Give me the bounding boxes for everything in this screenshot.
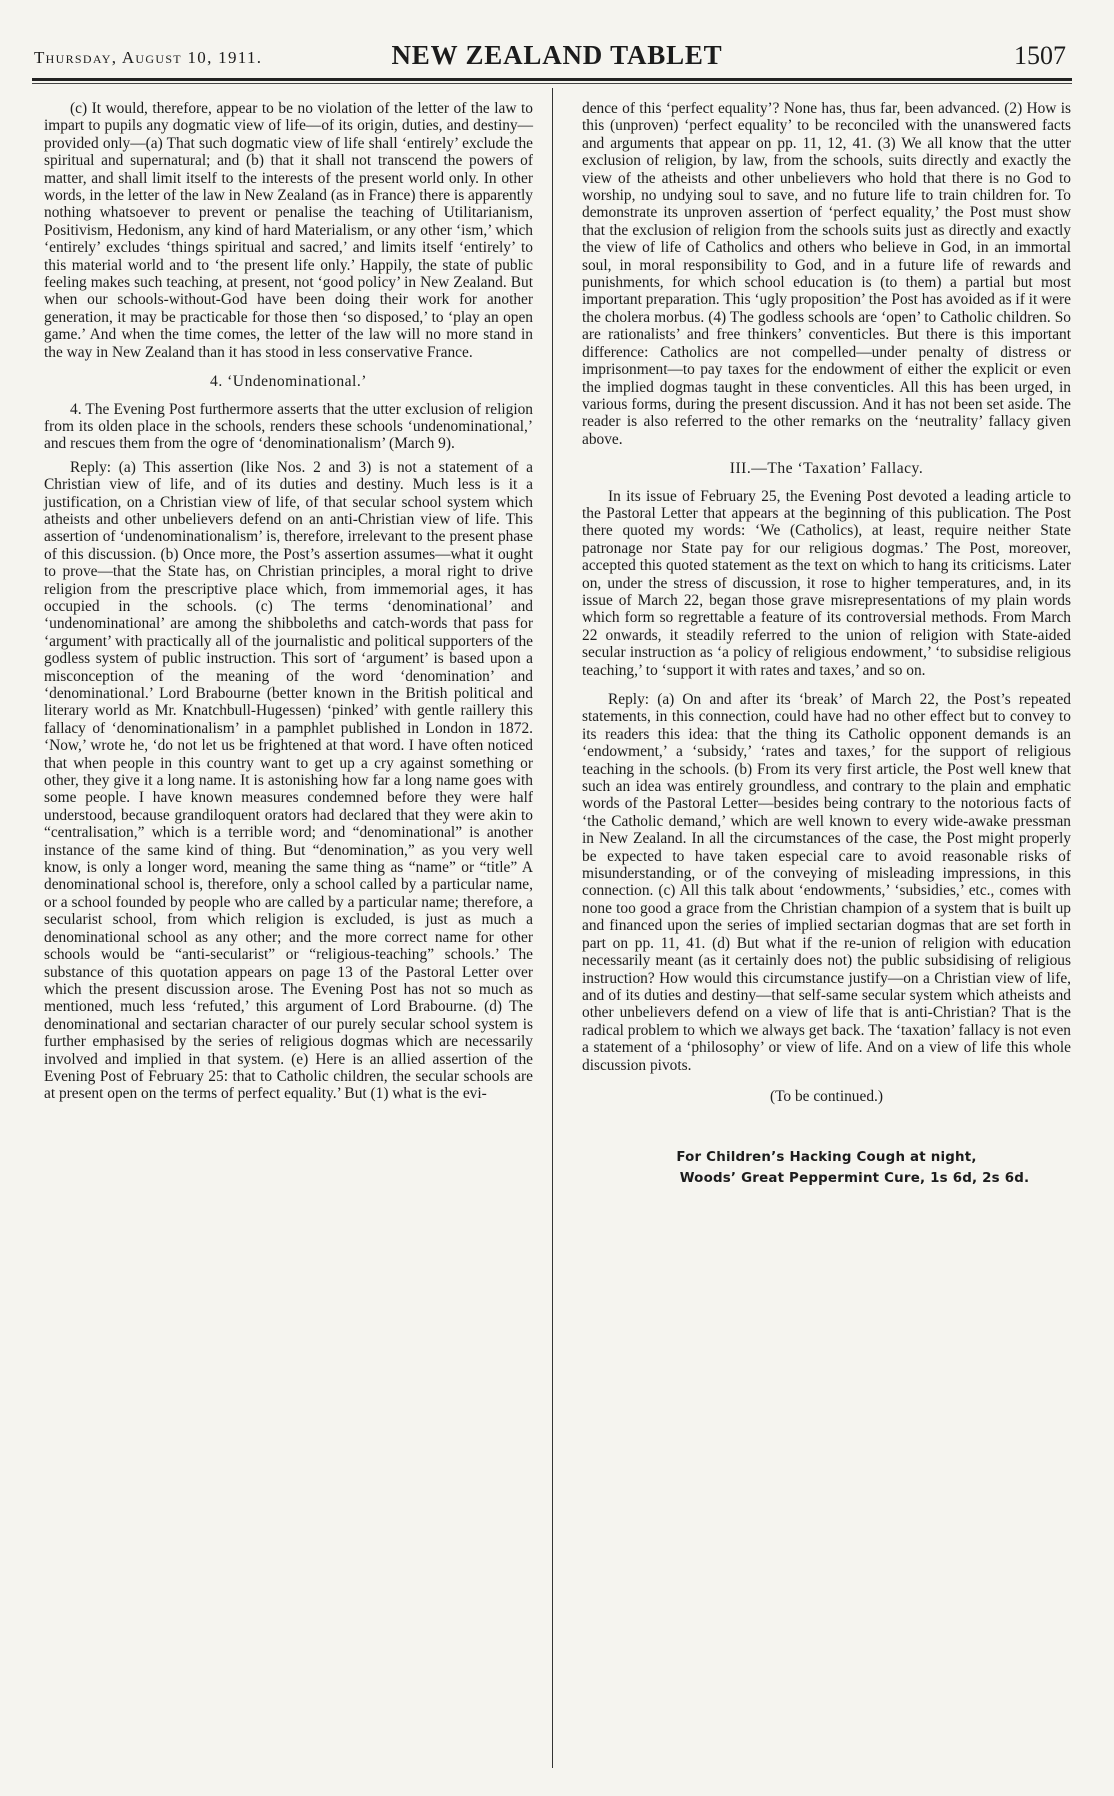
- newspaper-title: NEW ZEALAND TABLET: [391, 40, 723, 70]
- issue-date: Thursday, August 10, 1911.: [34, 48, 263, 67]
- right-column: [582, 100, 1071, 1189]
- column-divider: [552, 88, 553, 1768]
- paragraph-evening-post-assertion: 4. The Evening Post furthermore asserts that the utter exclusion of religion from its olden place in the schools, renders these schools ‘undenominational,’ and rescues them from the ogre of ‘denominationalism’ (March 9).: [44, 400, 533, 453]
- page-number: 1507: [1014, 41, 1066, 70]
- masthead-rule-thin: [32, 83, 1072, 84]
- masthead: [34, 40, 1080, 70]
- advertisement: [582, 1147, 1071, 1189]
- paragraph-reply-undenominational: Reply: (a) This assertion (like Nos. 2 and 3) is not a statement of a Christian view of life, and of its duties and destiny. Much less is it a justification, on a Christian view of life, of that secular school system which atheists and other unbelievers defend on an anti-Christian view of life. This assertion of ‘undenominationalism’ is, therefore, irrelevant to the present phase of this discussion. (b) Once more, the Post’s assertion assumes—what it ought to prove—that the State has, on Christian principles, a moral right to drive religion from the prescriptive place which, from immemorial ages, it has occupied in the schools. (c) The terms ‘denominational’ and ‘undenominational’ are among the shibboleths and catch-words that pass for ‘argument’ with practically all of the journalistic and political supporters of the godless system of public instruction. This sort of ‘argument’ is based upon a misconception of the meaning of the word ‘denomination’ and ‘denominational.’ Lord Brabourne (better known in the British political and literary world as Mr. Knatchbull-Hugessen) ‘pinked’ with gentle raillery this fallacy of ‘denominationalism’ in a pamphlet published in London in 1872. ‘Now,’ wrote he, ‘do not let us be frightened at that word. I have often noticed that when people in this country want to get up a cry against something or other, they give it a long name. It is astonishing how far a long name goes with some people. I have known measures condemned before they were half understood, because grandiloquent orators had declared that they were akin to “centralisation,” which is a terrible word; and “denominational” is another instance of the same kind of thing. But “denomination,” as you very well know, is only a longer word, meaning the same thing as “name” or “title” A denominational school is, therefore, only a school called by a particular name, or a school founded by people who are called by a particular name; therefore, a secularist school, from which religion is excluded, is just as much a denominational school as any other; and the more correct name for other schools would be “anti-secularist” or “religious-teaching” schools.’ The substance of this quotation appears on page 13 of the Pastoral Letter over which the present discussion arose. The Evening Post has not so much as mentioned, much less ‘refuted,’ this argument of Lord Brabourne. (d) The denominational and sectarian character of our purely secular school system is further emphasised by the series of religious dogmas which are necessarily involved and implied in that system. (e) Here is an allied assertion of the Evening Post of February 25: that to Catholic children, the secular schools are at present open on the terms of perfect equality.’ But (1) what is the evi-: [44, 458, 533, 1103]
- continued-notice: (To be continued.): [769, 1087, 884, 1105]
- paragraph-perfect-equality: dence of this ‘perfect equality’? None has, thus far, been advanced. (2) How is this (unproven) ‘perfect equality’ to be reconciled with the unanswered facts and arguments that appear on pp. 11, 12, 41. (3) We all know that the utter exclusion of religion, by law, from the schools, suits directly and exactly the view of the atheists and other unbelievers who hold that there is no God to worship, no undying soul to save, and no future life to train children for. To demonstrate its unproven assertion of ‘perfect equality,’ the Post must show that the exclusion of religion from the schools suits just as directly and exactly the view of life of Catholics and others who believe in God, in an immortal soul, in moral responsibility to God, and in a future life of rewards and punishments, for which school education is (to them) a partial but most important preparation. This ‘ugly proposition’ the Post has avoided as if it were the cholera morbus. (4) The godless schools are ‘open’ to Catholic children. So are rationalists’ and free thinkers’ conventicles. But there is this important difference: Catholics are not compelled—under penalty of distress or imprisonment—to pay taxes for the endowment of either the explicit or even the implied dogmas taught in these conventicles. All this has been urged, in various forms, during the present discussion. And it has not been set aside. The reader is also referred to the other remarks on the ‘neutrality’ fallacy given above.: [582, 100, 1071, 448]
- advert-line-2: Woods’ Great Peppermint Cure, 1s 6d, 2s 6d.: [679, 1171, 1030, 1187]
- left-column: [44, 100, 533, 1103]
- advert-line-1: For Children’s Hacking Cough at night,: [676, 1150, 977, 1166]
- section-heading-undenominational: 4. ‘Undenominational.’: [210, 373, 367, 391]
- paragraph-law-letter: (c) It would, therefore, appear to be no violation of the letter of the law to impart to pupils any dogmatic view of life—of its origin, duties, and destiny—provided only—(a) That such dogmatic view of life shall ‘entirely’ exclude the spiritual and supernatural; and (b) that it shall not transcend the powers of matter, and shall limit itself to the interests of the present world only. In other words, in the letter of the law in New Zealand (as in France) there is apparently nothing whatsoever to prevent or penalise the teaching of Utilitarianism, Positivism, Hedonism, any kind of hard Materialism, or any other ‘ism,’ which ‘entirely’ excludes ‘things spiritual and sacred,’ and limits itself ‘entirely’ to this material world and to ‘the present life only.’ Happily, the state of public feeling makes such teaching, at present, not ‘good policy’ in New Zealand. But when our schools-without-God have been doing their work for another generation, it may be practicable for those then ‘so disposed,’ to ‘play an open game.’ And when the time comes, the letter of the law will no more stand in the way in New Zealand than it has stood in less conservative France.: [44, 100, 533, 361]
- paragraph-reply-taxation: Reply: (a) On and after its ‘break’ of March 22, the Post’s repeated statements, in this connection, could have had no other effect but to convey to its readers this idea: that the thing its Catholic opponent demands is an ‘endowment,’ a ‘subsidy,’ ‘rates and taxes,’ for the support of religious teaching in the schools. (b) From its very first article, the Post well knew that such an idea was entirely groundless, and contrary to the plain and emphatic words of the Pastoral Letter—besides being contrary to the notorious facts of ‘the Catholic demand,’ which are well known to every wide-awake pressman in New Zealand. In all the circumstances of the case, the Post might properly be expected to have taken especial care to avoid reasonable risks of misunderstanding, or of the conveying of misleading impressions, in this connection. (c) All this talk about ‘endowments,’ ‘subsidies,’ etc., comes with none too good a grace from the Christian champion of a system that is built up and financed upon the series of implied sectarian dogmas that are set forth in part on pp. 11, 41. (d) But what if the re-union of religion with education necessarily meant (as it certainly does not) the public subsidising of religious instruction? How would this circumstance justify—on a Christian view of life, and of its duties and destiny—that self-same secular system which atheists and other unbelievers defend on a view of life that is anti-Christian? That is the radical problem to which we always get back. The ‘taxation’ fallacy is not even a statement of a ‘philosophy’ or view of life. And on a view of life this whole discussion pivots.: [582, 691, 1071, 1074]
- masthead-rule: [32, 78, 1072, 81]
- paragraph-taxation-intro: In its issue of February 25, the Evening Post devoted a leading article to the Pastoral Letter that appears at the beginning of this publication. The Post there quoted my words: ‘We (Catholics), at least, require neither State patronage nor State pay for our religious dogmas.’ The Post, moreover, accepted this quoted statement as the text on which to hang its criticisms. Later on, under the stress of discussion, it rose to higher temperatures, and, in its issue of March 22, began those grave misrepresentations of my plain words which form so regrettable a feature of its controversial methods. From March 22 onwards, it steadily referred to the union of religion with State-aided secular instruction as ‘a policy of religious endowment,’ ‘to subsidise religious teaching,’ to ‘support it with rates and taxes,’ and so on.: [582, 487, 1071, 679]
- section-heading-taxation: III.—The ‘Taxation’ Fallacy.: [729, 460, 924, 478]
